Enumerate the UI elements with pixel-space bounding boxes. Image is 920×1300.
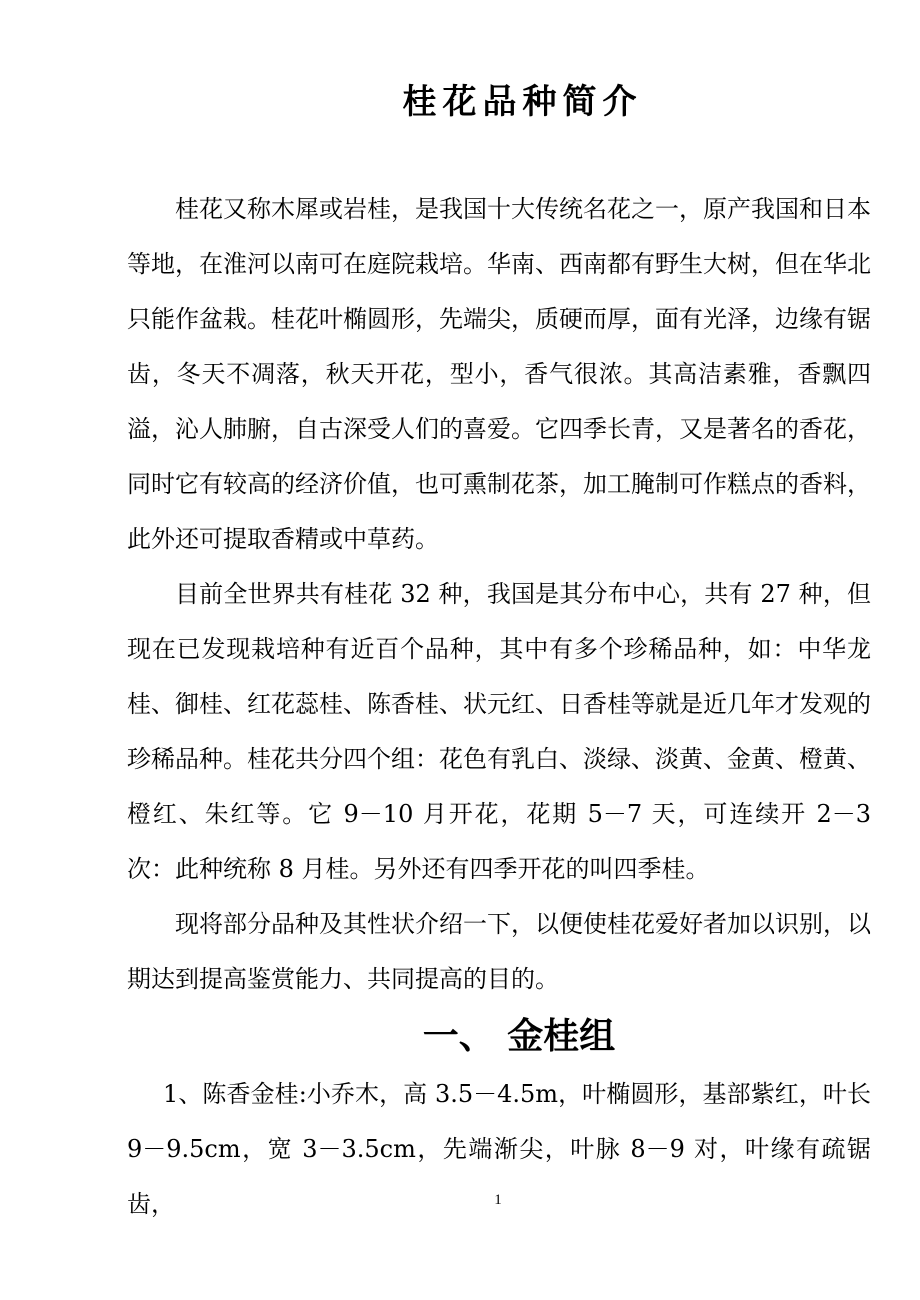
intro-paragraph: 桂花又称木犀或岩桂，是我国十大传统名花之一，原产我国和日本等地，在淮河以南可在庭院栽培。华南、西南都有野生大树，但在华北只能作盆栽。桂花叶椭圆形，先端尖，质硬而厚，面有光泽，边缘有锯齿，冬天不凋落，秋天开花，型小，香气很浓。其高洁素雅，香飘四溢，沁人肺腑，自古深受人们的喜爱。它四季长青，又是著名的香花，同时它有较高的经济价值，也可熏制花茶，加工腌制可作糕点的香料，此外还可提取香精或中草药。 [127, 195, 871, 553]
species-paragraph: 目前全世界共有桂花 32 种，我国是其分布中心，共有 27 种，但现在已发现栽培种有近百个品种，其中有多个珍稀品种，如：中华龙桂、御桂、红花蕊桂、陈香桂、状元红、日香桂等就是近几年才发观的珍稀品种。桂花共分四个组：花色有乳白、淡绿、淡黄、金黄、橙黄、橙红、朱红等。它 9－10 月开花，花期 5－7 天，可连续开 2－3 次：此种统称 8 月桂。另外还有四季开花的叫四季桂。 [127, 580, 871, 883]
section-heading: 一、 金桂组 [422, 1016, 616, 1057]
document-title: 桂花品种简介 [402, 82, 643, 122]
page-number: 1 [494, 1192, 502, 1208]
document-body [127, 182, 871, 1232]
variety-paragraph: 1、陈香金桂:小乔木，高 3.5－4.5m，叶椭圆形，基部紫红，叶长 9－9.5cm，宽 3－3.5cm，先端渐尖，叶脉 8－9 对，叶缘有疏锯齿， [127, 1080, 871, 1218]
purpose-paragraph: 现将部分品种及其性状介绍一下，以便使桂花爱好者加以识别，以期达到提高鉴赏能力、共同提高的目的。 [127, 910, 871, 993]
